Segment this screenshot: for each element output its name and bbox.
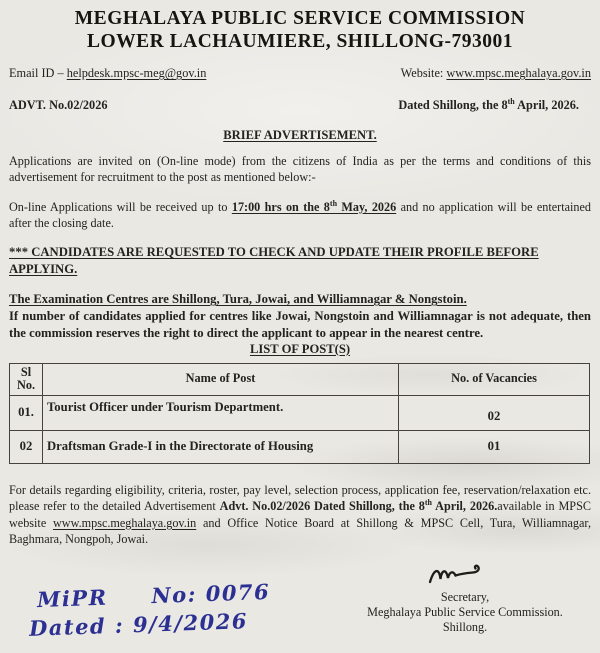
row1-sl: 01. [10, 395, 43, 430]
details-advt-text-end: April, 2026. [431, 499, 498, 514]
handwritten-date-text: Dated : 9/4/2026 [28, 608, 249, 641]
centres-note-text: If number of candidates applied for centres like Jowai, Nongstoin and Williamnagar is not adequate, then the commission reserves the right to direct the applicant to appear in the nearest centre. [9, 308, 591, 340]
details-pre-text: For details regarding eligibility, criteria, roster, pay level, selection process, application fee, reservation/relaxation etc. please refer to the detailed Advertisement [9, 482, 591, 514]
table-row [10, 395, 590, 430]
exam-centres-text: The Examination Centres are Shillong, Tura, Jowai, and Williamnagar & Nongstoin. [9, 292, 467, 307]
table-header-row [10, 363, 590, 395]
profile-warning [9, 244, 591, 278]
deadline-date-end: May, 2026 [337, 199, 397, 214]
details-paragraph [9, 482, 591, 548]
handwritten-date [29, 608, 249, 641]
details-advt-bold [220, 499, 498, 513]
email-address: helpdesk.mpsc-meg@gov.in [66, 66, 207, 80]
profile-warning-text: *** CANDIDATES ARE REQUESTED TO CHECK AND UPDATE THEIR PROFILE BEFORE APPLYING. [9, 245, 539, 277]
dated-superscript: th [507, 96, 515, 106]
header-vacancies: No. of Vacancies [399, 363, 590, 395]
details-mid-text: available in MPSC website [9, 499, 591, 530]
handwritten-mipr-number [37, 579, 271, 612]
mipr-number: No: 0076 [151, 578, 271, 609]
applications-text: Applications are invited on (On-line mode) from the citizens of India as per the terms and conditions of this advertisement for recruitment to the post as mentioned below:- [9, 154, 591, 185]
row2-vacancies: 01 [399, 430, 590, 463]
details-advt-text: Advt. No.02/2026 Dated Shillong, the 8 [219, 499, 425, 514]
signatory-place: Shillong. [442, 620, 488, 634]
applications-paragraph [9, 153, 591, 186]
signature-scribble [427, 560, 485, 592]
website-label: Website: [400, 66, 447, 80]
details-superscript: th [424, 498, 432, 508]
mipr-label: MiPR [36, 584, 108, 613]
brief-advertisement-heading [9, 128, 591, 143]
row1-post-name: Tourist Officer under Tourism Department. [43, 395, 399, 430]
deadline-pre-text: On-line Applications will be received up to [9, 199, 232, 214]
table-row [10, 430, 590, 463]
row2-post-name: Draftsman Grade-I in the Directorate of Housing [43, 430, 399, 463]
advt-row [9, 98, 591, 113]
exam-centres-line [9, 291, 591, 308]
dated-text: Dated Shillong, the 8 [398, 98, 508, 112]
signature-block [352, 590, 578, 635]
email-label: Email ID – [9, 66, 67, 80]
brief-heading-text: BRIEF ADVERTISEMENT. [223, 128, 377, 142]
header-name-of-post: Name of Post [43, 363, 399, 395]
details-website-link: www.mpsc.meghalaya.gov.in [52, 515, 197, 530]
contact-row [9, 66, 591, 81]
signatory-title: Secretary, [440, 590, 490, 604]
signatory-org: Meghalaya Public Service Commission. [367, 605, 563, 619]
email-line [9, 66, 206, 81]
row1-vacancies: 02 [399, 395, 590, 430]
header-sl-no: Sl No. [10, 363, 43, 395]
list-heading-text: LIST OF POST(S) [249, 341, 351, 356]
details-post-text: and Office Notice Board at Shillong & MPSC Cell, Tura, Williamnagar, Baghmara, Nongpoh, Jowai. [9, 515, 591, 547]
commission-title [9, 7, 591, 53]
signature-icon [427, 560, 485, 587]
website-address: www.mpsc.meghalaya.gov.in [446, 66, 591, 80]
website-line [401, 66, 591, 81]
row2-sl: 02 [10, 430, 43, 463]
dated-text-end: April, 2026. [514, 98, 579, 112]
dated-line [398, 98, 591, 113]
deadline-post-text: and no application will be entertained after the closing date. [9, 199, 591, 230]
posts-table [9, 363, 590, 464]
deadline-date: 17:00 hrs on the 8 [231, 199, 330, 214]
deadline-superscript: th [329, 198, 338, 208]
title-line-2: LOWER LACHAUMIERE, SHILLONG-793001 [86, 31, 513, 52]
centres-note-paragraph [9, 308, 591, 342]
deadline-highlight [232, 200, 396, 214]
list-of-posts-heading [9, 342, 591, 357]
deadline-paragraph [9, 199, 591, 232]
advt-number: ADVT. No.02/2026 [9, 98, 108, 112]
title-line-1: MEGHALAYA PUBLIC SERVICE COMMISSION [74, 8, 526, 29]
